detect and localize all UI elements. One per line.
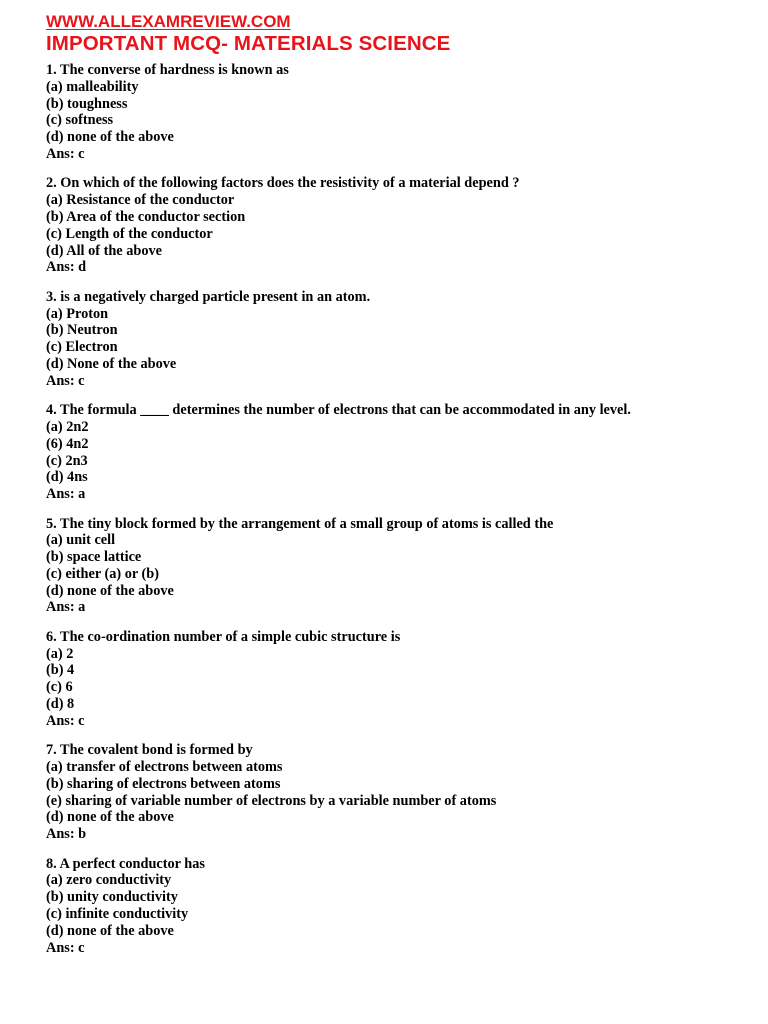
answer-option: (b) space lattice — [46, 549, 142, 566]
answer-option: (a) malleability — [46, 78, 139, 95]
answer-option: (b) 4 — [46, 662, 75, 679]
answer-option: (c) Length of the conductor — [46, 225, 213, 242]
question-text: 7. The covalent bond is formed by — [46, 742, 253, 759]
answer-option: (b) Neutron — [46, 322, 118, 339]
question-text: 6. The co-ordination number of a simple cubic structure is — [46, 628, 401, 645]
question-block — [46, 742, 746, 843]
answer-key: Ans: a — [46, 486, 86, 503]
answer-option: (d) 4ns — [46, 469, 88, 486]
question-block — [46, 175, 746, 276]
question-text: 8. A perfect conductor has — [46, 855, 205, 872]
question-block — [46, 62, 746, 163]
answer-option: (b) sharing of electrons between atoms — [46, 775, 281, 792]
question-text: 3. is a negatively charged particle present in an atom. — [46, 288, 371, 305]
answer-option: (d) none of the above — [46, 922, 174, 939]
question-block — [46, 856, 746, 957]
question-text: 2. On which of the following factors does the resistivity of a material depend ? — [46, 175, 520, 192]
answer-option: (c) 2n3 — [46, 452, 88, 469]
answer-key: Ans: c — [46, 712, 85, 729]
answer-option: (d) none of the above — [46, 809, 174, 826]
answer-option: (c) infinite conductivity — [46, 906, 189, 923]
document-page — [46, 12, 746, 969]
question-block — [46, 402, 746, 503]
question-block — [46, 289, 746, 390]
question-block — [46, 629, 746, 730]
answer-option: (b) unity conductivity — [46, 889, 178, 906]
answer-option: (b) toughness — [46, 95, 128, 112]
question-text: 1. The converse of hardness is known as — [46, 62, 289, 78]
answer-option: (a) transfer of electrons between atoms — [46, 759, 283, 776]
answer-option: (d) 8 — [46, 696, 75, 713]
answer-option: (c) 6 — [46, 679, 73, 696]
answer-key: Ans: d — [46, 259, 87, 276]
answer-key: Ans: c — [46, 939, 85, 956]
answer-option: (a) 2n2 — [46, 418, 89, 435]
question-block — [46, 516, 746, 617]
answer-key: Ans: c — [46, 145, 85, 162]
site-link[interactable]: WWW.ALLEXAMREVIEW.COM — [46, 12, 291, 31]
answer-option: (c) softness — [46, 112, 114, 129]
answer-option: (d) All of the above — [46, 242, 162, 259]
answer-key: Ans: c — [46, 372, 85, 389]
answer-option: (a) 2 — [46, 645, 74, 662]
answer-option: (d) none of the above — [46, 129, 174, 146]
answer-key: Ans: a — [46, 599, 86, 616]
question-list — [46, 62, 746, 956]
question-text: 5. The tiny block formed by the arrangement of a small group of atoms is called the — [46, 515, 554, 532]
answer-option: (d) none of the above — [46, 582, 174, 599]
answer-option: (b) Area of the conductor section — [46, 208, 246, 225]
answer-option: (a) Proton — [46, 305, 109, 322]
answer-option: (e) sharing of variable number of electrons by a variable number of atoms — [46, 792, 497, 809]
answer-option: (c) either (a) or (b) — [46, 565, 160, 582]
answer-option: (a) zero conductivity — [46, 872, 172, 889]
question-text: 4. The formula ____ determines the number of electrons that can be accommodated in any level. — [46, 402, 631, 419]
document-title: IMPORTANT MCQ- MATERIALS SCIENCE — [46, 32, 451, 55]
answer-option: (6) 4n2 — [46, 435, 89, 452]
answer-option: (d) None of the above — [46, 355, 177, 372]
answer-option: (a) unit cell — [46, 532, 116, 549]
answer-key: Ans: b — [46, 826, 87, 843]
answer-option: (a) Resistance of the conductor — [46, 192, 235, 209]
answer-option: (c) Electron — [46, 339, 118, 356]
